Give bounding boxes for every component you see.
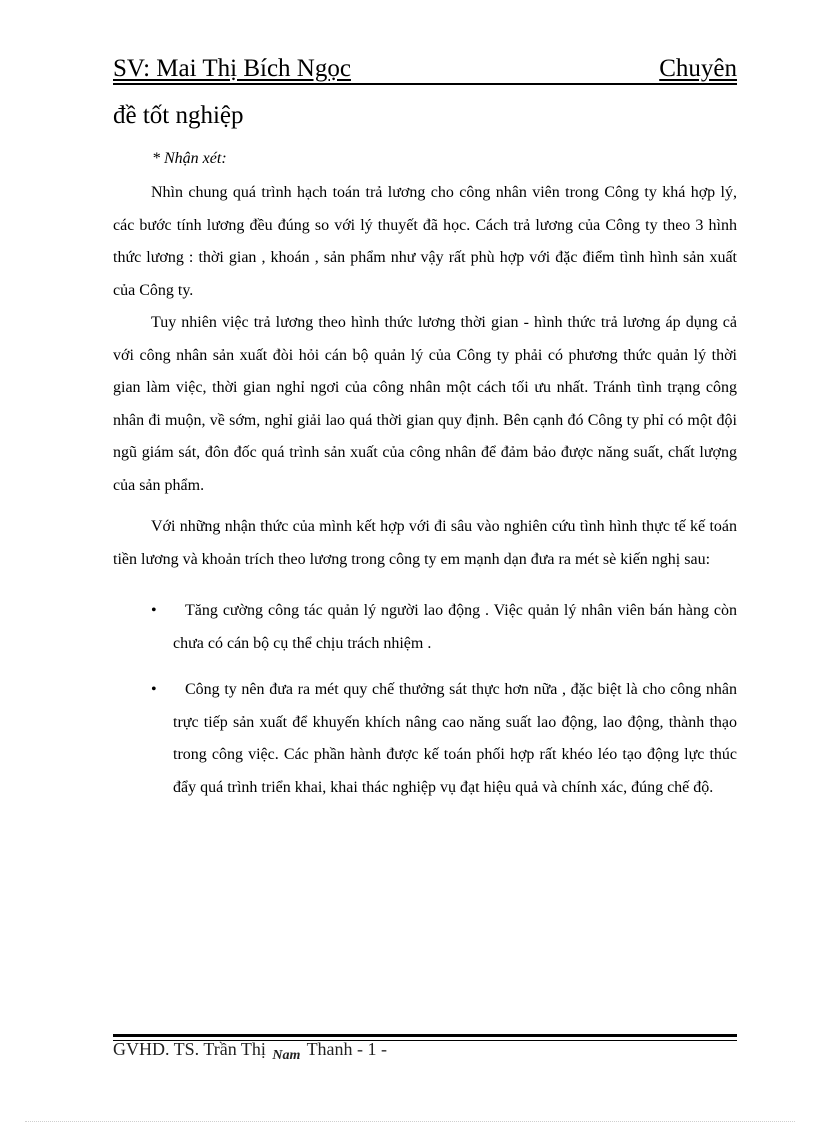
page-number: - 1 - <box>357 1039 388 1059</box>
recommendation-list <box>113 595 737 804</box>
section-note-label: * Nhận xét: <box>152 150 227 167</box>
list-item <box>113 674 737 804</box>
bullet-icon: • <box>151 681 157 698</box>
footer-supervisor-suffix: Thanh <box>306 1039 353 1059</box>
paragraph-summary: Nhìn chung quá trình hạch toán trả lương cho công nhân viên trong Công ty khá hợp lý, các bước tính lương đều đúng so với lý thuyết đã học. Cách trả lương của Công ty theo 3 hình thức lương : thời gian , khoán , sản phẩm như vậy rất phù hợp với đặc điểm tình hình sản xuất của Công ty. <box>113 184 737 299</box>
paragraph-recommendation-intro: Với những nhận thức của mình kết hợp với đi sâu vào nghiên cứu tình hình thực tế kế toán tiền lương và khoản trích theo lương trong công ty em mạnh dạn đưa ra mét sè kiến nghị sau: <box>113 518 737 568</box>
page-header <box>113 53 737 85</box>
header-student-name: SV: Mai Thị Bích Ngọc <box>113 55 351 82</box>
header-underline-filler <box>351 53 659 85</box>
bullet-icon: • <box>151 602 157 619</box>
header-doc-type-continued: đề tốt nghiệp <box>113 102 244 129</box>
paragraph-time-wage: Tuy nhiên việc trả lương theo hình thức lương thời gian - hình thức trả lương áp dụng cả với công nhân sản xuất đòi hỏi cán bộ quản lý của Công ty phải có phương thức quản lý thời gian làm việc, thời gian nghỉ ngơi của công nhân một cách tối ưu nhất. Tránh tình trạng công nhân đi muộn, về sớm, nghỉ giải lao quá thời gian quy định. Bên cạnh đó Công ty phỉ có một đội ngũ giám sát, đôn đốc quá trình sản xuất của công nhân để đảm bảo được năng suất, chất lượng của sản phẩm. <box>113 314 737 494</box>
page-footer <box>113 1037 387 1068</box>
list-item-text: Công ty nên đưa ra mét quy chế thưởng sát thực hơn nữa , đặc biệt là cho công nhân trực tiếp sản xuất để khuyến khích nâng cao năng suất lao động, lao động, thành thạo trong công việc. Các phần hành được kế toán phối hợp rất khéo léo tạo động lực thúc đẩy quá trình triển khai, khai thác nghiệp vụ đạt hiệu quả và chính xác, đúng chế độ. <box>173 681 737 796</box>
header-doc-type: Chuyên <box>659 55 737 82</box>
page-edge-divider <box>25 1121 795 1122</box>
footer-supervisor-prefix: GVHD. TS. Trần Thị <box>113 1039 266 1059</box>
footer-supervisor-stamp: Nam <box>272 1048 301 1063</box>
document-body <box>113 177 737 818</box>
header-rule <box>113 83 737 85</box>
list-item-text: Tăng cường công tác quản lý người lao động . Việc quản lý nhân viên bán hàng còn chưa có cán bộ cụ thể chịu trách nhiệm . <box>173 602 737 652</box>
list-item <box>113 595 737 660</box>
